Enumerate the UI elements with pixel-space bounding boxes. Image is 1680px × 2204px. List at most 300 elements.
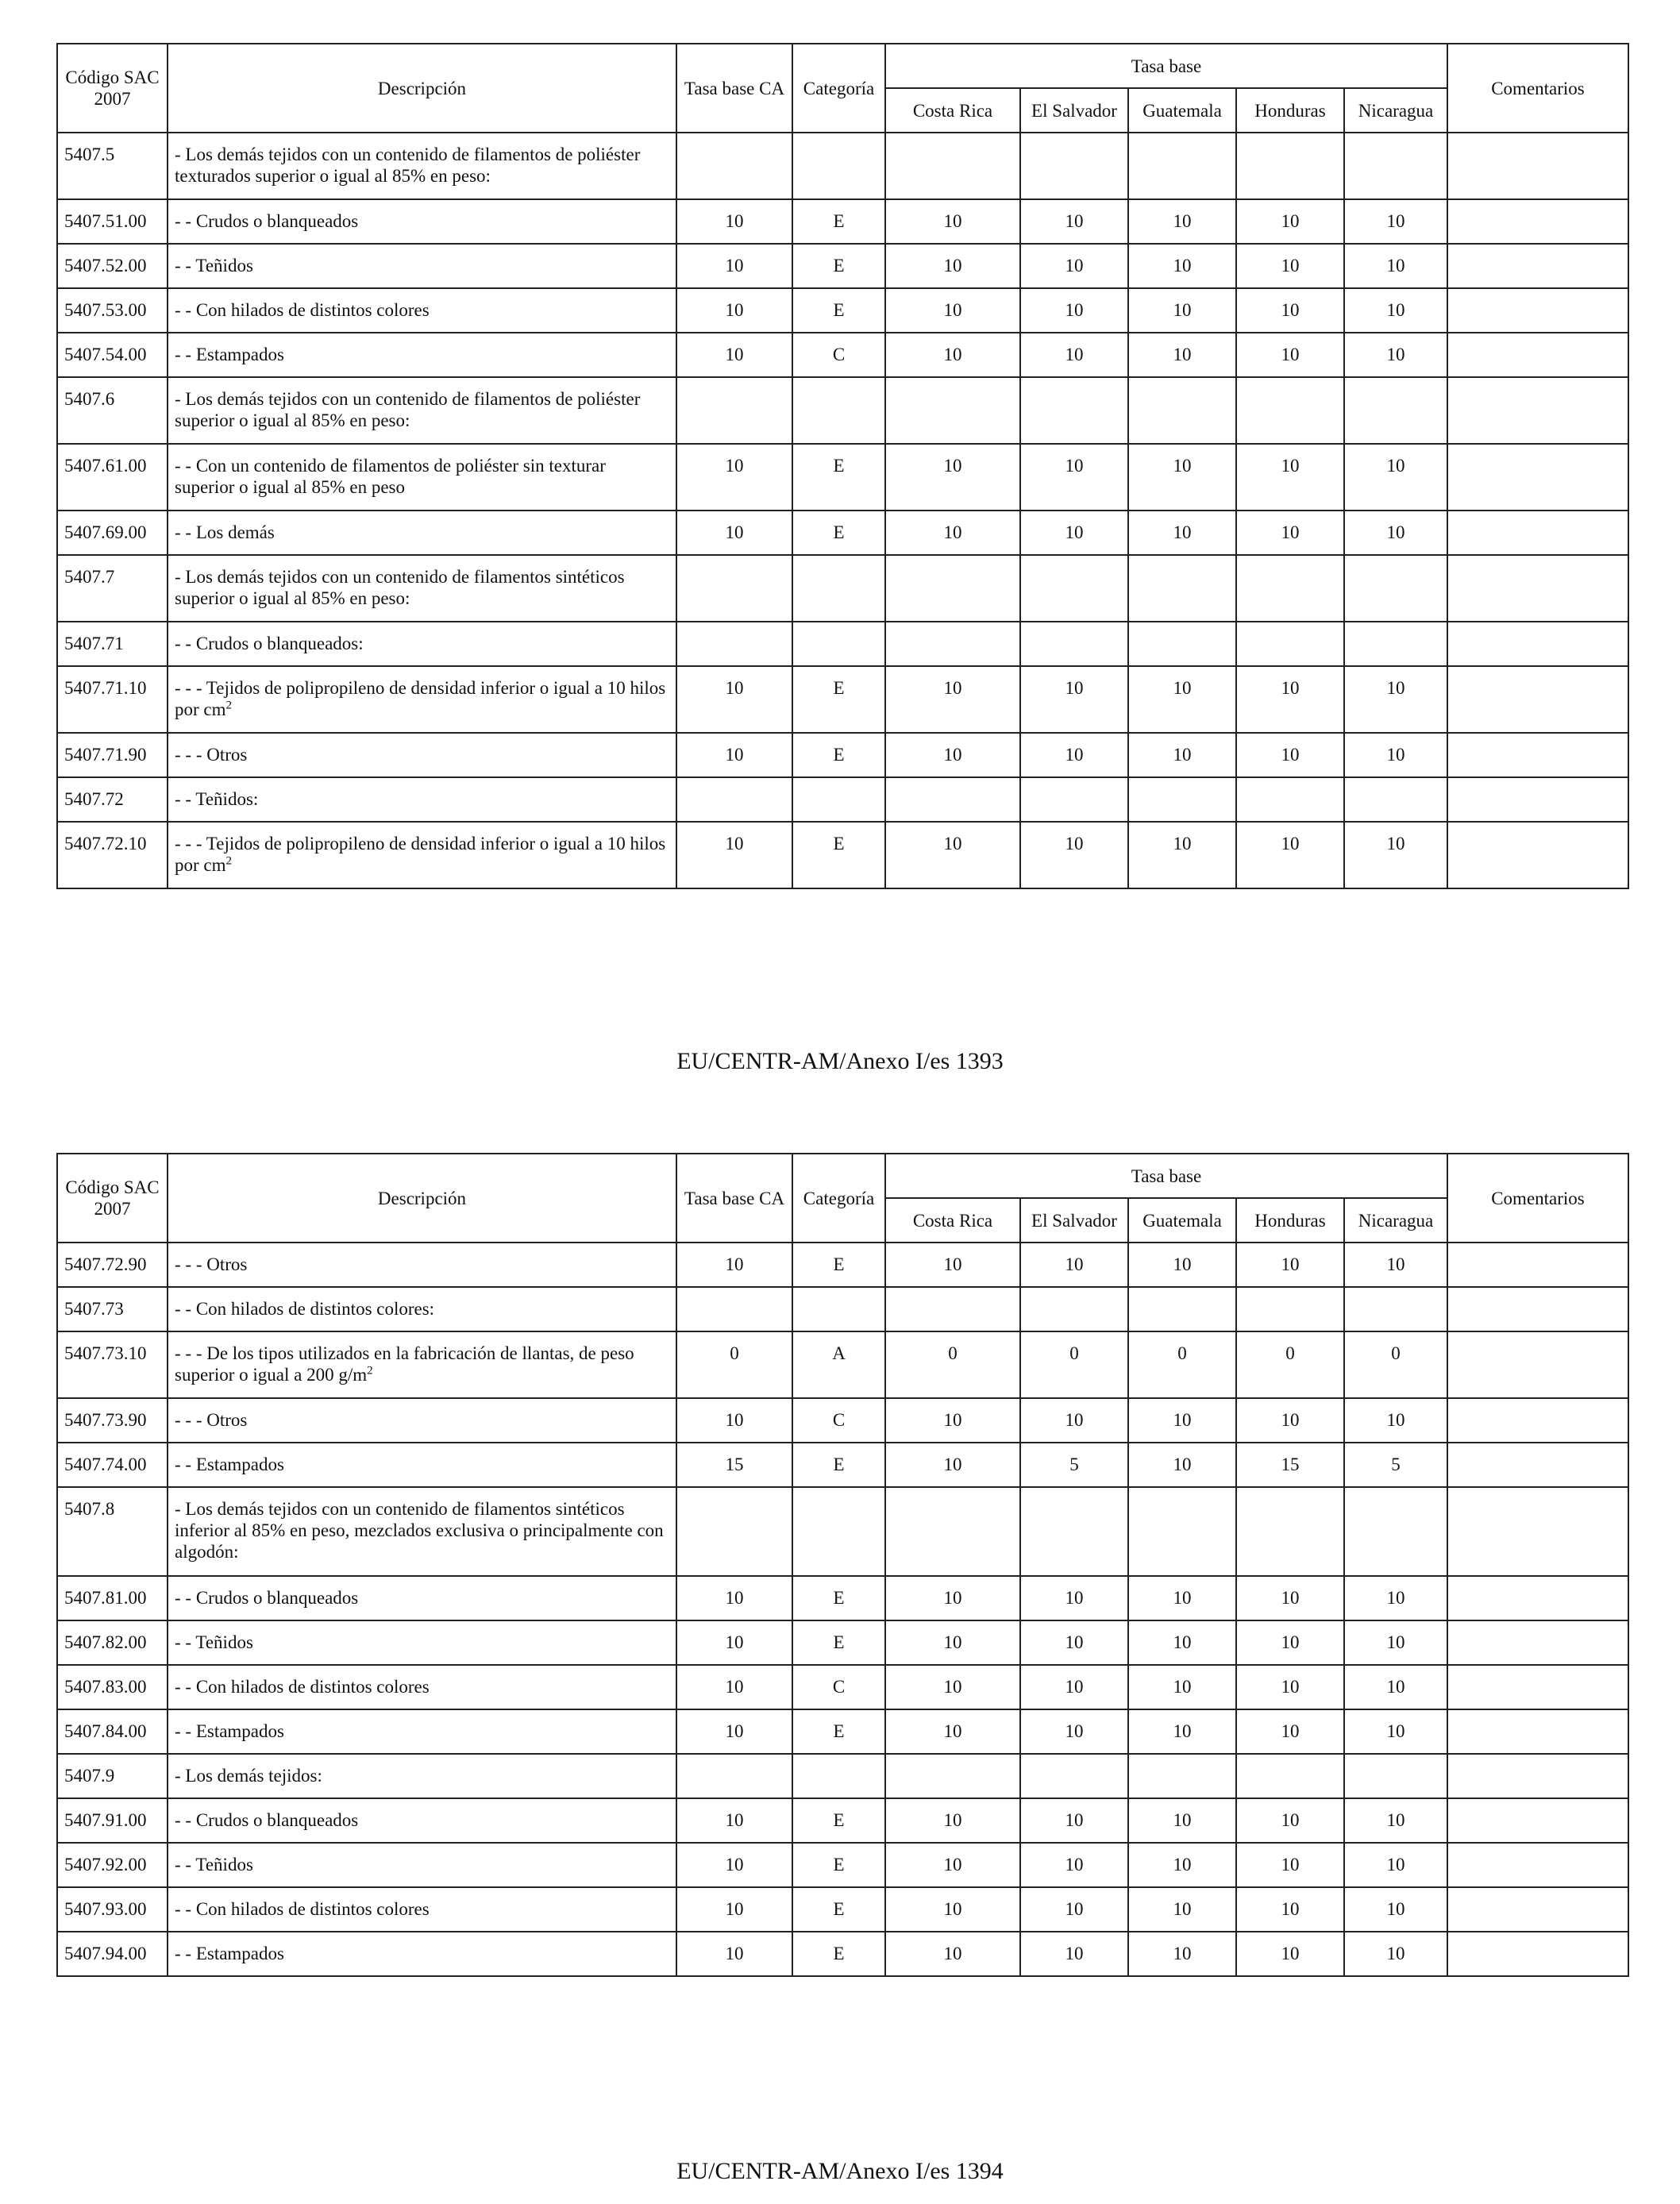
nicaragua-cell: 10	[1344, 1709, 1447, 1754]
guatemala-cell: 10	[1128, 666, 1236, 733]
costa-rica-cell: 10	[885, 1443, 1020, 1487]
guatemala-cell: 10	[1128, 444, 1236, 511]
nicaragua-cell	[1344, 777, 1447, 822]
description-cell	[168, 333, 676, 377]
hs-code-cell: 5407.91.00	[57, 1798, 168, 1843]
comentarios-cell	[1447, 133, 1628, 199]
guatemala-cell: 10	[1128, 1665, 1236, 1709]
costa-rica-cell	[885, 1287, 1020, 1331]
costa-rica-cell	[885, 1754, 1020, 1798]
el-salvador-cell	[1020, 1487, 1128, 1576]
comentarios-cell	[1447, 1798, 1628, 1843]
guatemala-cell	[1128, 777, 1236, 822]
tasa-base-ca-cell: 10	[676, 666, 792, 733]
description-cell	[168, 1243, 676, 1287]
nicaragua-cell: 10	[1344, 666, 1447, 733]
description-text: - - - Otros	[175, 1410, 248, 1430]
nicaragua-cell	[1344, 1754, 1447, 1798]
honduras-cell	[1236, 133, 1344, 199]
guatemala-cell	[1128, 133, 1236, 199]
tasa-base-ca-cell: 10	[676, 1398, 792, 1443]
categoria-cell	[792, 1287, 885, 1331]
hs-code-cell: 5407.7	[57, 555, 168, 622]
description-text: - - - Otros	[175, 745, 248, 765]
categoria-cell: E	[792, 666, 885, 733]
nicaragua-cell: 10	[1344, 1243, 1447, 1287]
hs-code-cell: 5407.71.90	[57, 733, 168, 777]
costa-rica-cell: 10	[885, 1398, 1020, 1443]
description-cell	[168, 1932, 676, 1976]
guatemala-cell	[1128, 622, 1236, 666]
header-el-salvador: El Salvador	[1020, 88, 1128, 133]
description-text: - - Crudos o blanqueados:	[175, 634, 364, 653]
costa-rica-cell	[885, 555, 1020, 622]
description-cell	[168, 1398, 676, 1443]
guatemala-cell: 10	[1128, 1843, 1236, 1887]
description-text: - - Teñidos	[175, 1632, 253, 1652]
el-salvador-cell: 10	[1020, 822, 1128, 888]
table-row	[57, 1443, 1628, 1487]
comentarios-cell	[1447, 1887, 1628, 1932]
categoria-cell	[792, 555, 885, 622]
header-guatemala: Guatemala	[1128, 1198, 1236, 1243]
table-row	[57, 1398, 1628, 1443]
hs-code-cell: 5407.61.00	[57, 444, 168, 511]
comentarios-cell	[1447, 622, 1628, 666]
description-cell	[168, 288, 676, 333]
hs-code-cell: 5407.72	[57, 777, 168, 822]
categoria-cell	[792, 133, 885, 199]
categoria-cell: E	[792, 1887, 885, 1932]
table-row	[57, 622, 1628, 666]
costa-rica-cell: 10	[885, 1709, 1020, 1754]
tasa-base-ca-cell	[676, 622, 792, 666]
el-salvador-cell: 10	[1020, 1709, 1128, 1754]
comentarios-cell	[1447, 777, 1628, 822]
description-text: - Los demás tejidos con un contenido de filamentos de poliéster superior o igual al 85% en peso:	[175, 389, 641, 430]
nicaragua-cell: 10	[1344, 1576, 1447, 1620]
comentarios-cell	[1447, 1398, 1628, 1443]
el-salvador-cell	[1020, 555, 1128, 622]
table-row	[57, 1932, 1628, 1976]
honduras-cell	[1236, 1487, 1344, 1576]
table-row	[57, 133, 1628, 199]
hs-code-cell: 5407.9	[57, 1754, 168, 1798]
table-row	[57, 1843, 1628, 1887]
hs-code-cell: 5407.52.00	[57, 244, 168, 288]
costa-rica-cell: 10	[885, 1887, 1020, 1932]
tasa-base-ca-cell: 0	[676, 1331, 792, 1398]
honduras-cell: 10	[1236, 1398, 1344, 1443]
tasa-base-ca-cell	[676, 555, 792, 622]
guatemala-cell: 10	[1128, 244, 1236, 288]
tasa-base-ca-cell: 10	[676, 244, 792, 288]
table-row	[57, 1243, 1628, 1287]
nicaragua-cell: 10	[1344, 288, 1447, 333]
description-cell	[168, 555, 676, 622]
categoria-cell	[792, 622, 885, 666]
description-cell	[168, 1443, 676, 1487]
tasa-base-ca-cell: 10	[676, 1932, 792, 1976]
hs-code-cell: 5407.93.00	[57, 1887, 168, 1932]
description-cell	[168, 622, 676, 666]
honduras-cell: 0	[1236, 1331, 1344, 1398]
categoria-cell: E	[792, 1843, 885, 1887]
el-salvador-cell: 0	[1020, 1331, 1128, 1398]
hs-code-cell: 5407.8	[57, 1487, 168, 1576]
tasa-base-ca-cell: 10	[676, 1709, 792, 1754]
honduras-cell: 10	[1236, 1620, 1344, 1665]
nicaragua-cell	[1344, 622, 1447, 666]
costa-rica-cell: 10	[885, 1843, 1020, 1887]
honduras-cell: 10	[1236, 199, 1344, 244]
header-costa-rica: Costa Rica	[885, 88, 1020, 133]
comentarios-cell	[1447, 377, 1628, 444]
tasa-base-ca-cell	[676, 777, 792, 822]
hs-code-cell: 5407.51.00	[57, 199, 168, 244]
table-row	[57, 1754, 1628, 1798]
header-tasa-base: Tasa base	[885, 44, 1447, 88]
costa-rica-cell: 10	[885, 199, 1020, 244]
honduras-cell: 10	[1236, 1665, 1344, 1709]
el-salvador-cell	[1020, 133, 1128, 199]
nicaragua-cell	[1344, 1287, 1447, 1331]
el-salvador-cell: 10	[1020, 1243, 1128, 1287]
description-text: - - Estampados	[175, 1721, 284, 1741]
categoria-cell: E	[792, 444, 885, 511]
nicaragua-cell: 10	[1344, 1798, 1447, 1843]
comentarios-cell	[1447, 444, 1628, 511]
guatemala-cell: 10	[1128, 1709, 1236, 1754]
table-row	[57, 1709, 1628, 1754]
guatemala-cell: 10	[1128, 288, 1236, 333]
nicaragua-cell: 10	[1344, 444, 1447, 511]
tasa-base-ca-cell: 10	[676, 1620, 792, 1665]
comentarios-cell	[1447, 1443, 1628, 1487]
categoria-cell: C	[792, 333, 885, 377]
el-salvador-cell: 10	[1020, 511, 1128, 555]
tasa-base-ca-cell: 10	[676, 199, 792, 244]
categoria-cell: E	[792, 733, 885, 777]
categoria-cell: E	[792, 1709, 885, 1754]
nicaragua-cell	[1344, 133, 1447, 199]
unit-superscript: 2	[367, 1364, 373, 1378]
table-row	[57, 1798, 1628, 1843]
categoria-cell: E	[792, 822, 885, 888]
hs-code-cell: 5407.84.00	[57, 1709, 168, 1754]
honduras-cell: 10	[1236, 244, 1344, 288]
el-salvador-cell: 10	[1020, 1887, 1128, 1932]
table-row	[57, 333, 1628, 377]
el-salvador-cell: 10	[1020, 1798, 1128, 1843]
comentarios-cell	[1447, 333, 1628, 377]
guatemala-cell: 10	[1128, 1243, 1236, 1287]
costa-rica-cell: 10	[885, 1798, 1020, 1843]
tasa-base-ca-cell	[676, 133, 792, 199]
description-text: - - Crudos o blanqueados	[175, 1588, 359, 1608]
nicaragua-cell	[1344, 377, 1447, 444]
table-row	[57, 511, 1628, 555]
description-text: - - Con hilados de distintos colores	[175, 300, 430, 320]
el-salvador-cell: 10	[1020, 199, 1128, 244]
guatemala-cell: 10	[1128, 511, 1236, 555]
guatemala-cell: 10	[1128, 733, 1236, 777]
honduras-cell: 10	[1236, 1798, 1344, 1843]
guatemala-cell	[1128, 555, 1236, 622]
tasa-base-ca-cell	[676, 1487, 792, 1576]
guatemala-cell: 10	[1128, 1887, 1236, 1932]
el-salvador-cell: 10	[1020, 288, 1128, 333]
tasa-base-ca-cell: 15	[676, 1443, 792, 1487]
honduras-cell	[1236, 622, 1344, 666]
costa-rica-cell	[885, 1487, 1020, 1576]
el-salvador-cell: 5	[1020, 1443, 1128, 1487]
description-text: - - Teñidos	[175, 256, 253, 276]
el-salvador-cell	[1020, 1287, 1128, 1331]
tasa-base-ca-cell: 10	[676, 1887, 792, 1932]
costa-rica-cell: 10	[885, 288, 1020, 333]
description-cell	[168, 444, 676, 511]
categoria-cell: E	[792, 1620, 885, 1665]
el-salvador-cell: 10	[1020, 1398, 1128, 1443]
comentarios-cell	[1447, 1487, 1628, 1576]
description-text: - - Los demás	[175, 522, 275, 542]
nicaragua-cell	[1344, 555, 1447, 622]
el-salvador-cell	[1020, 1754, 1128, 1798]
categoria-cell: E	[792, 1576, 885, 1620]
comentarios-cell	[1447, 1754, 1628, 1798]
categoria-cell: E	[792, 1932, 885, 1976]
comentarios-cell	[1447, 511, 1628, 555]
tasa-base-ca-cell: 10	[676, 444, 792, 511]
honduras-cell: 10	[1236, 511, 1344, 555]
header-codigo: Código SAC 2007	[57, 44, 168, 133]
description-text: - - - Tejidos de polipropileno de densidad inferior o igual a 10 hilos por cm	[175, 834, 666, 875]
tasa-base-ca-cell: 10	[676, 288, 792, 333]
description-text: - Los demás tejidos:	[175, 1766, 322, 1786]
hs-code-cell: 5407.94.00	[57, 1932, 168, 1976]
categoria-cell: C	[792, 1665, 885, 1709]
honduras-cell	[1236, 777, 1344, 822]
table-row	[57, 377, 1628, 444]
nicaragua-cell: 0	[1344, 1331, 1447, 1398]
categoria-cell	[792, 777, 885, 822]
guatemala-cell: 10	[1128, 1576, 1236, 1620]
comentarios-cell	[1447, 822, 1628, 888]
el-salvador-cell: 10	[1020, 1576, 1128, 1620]
nicaragua-cell	[1344, 1487, 1447, 1576]
el-salvador-cell: 10	[1020, 1843, 1128, 1887]
categoria-cell: E	[792, 244, 885, 288]
tasa-base-ca-cell: 10	[676, 1665, 792, 1709]
description-text: - Los demás tejidos con un contenido de filamentos sintéticos inferior al 85% en peso, mezclados exclusiva o principalmente con algodón:	[175, 1499, 664, 1562]
description-text: - Los demás tejidos con un contenido de filamentos sintéticos superior o igual al 85% en peso:	[175, 567, 625, 608]
categoria-cell: A	[792, 1331, 885, 1398]
description-cell	[168, 733, 676, 777]
categoria-cell: E	[792, 1798, 885, 1843]
costa-rica-cell: 10	[885, 1620, 1020, 1665]
description-text: - - Teñidos:	[175, 789, 259, 809]
costa-rica-cell: 10	[885, 1665, 1020, 1709]
header-descripcion: Descripción	[168, 44, 676, 133]
categoria-cell: E	[792, 199, 885, 244]
table-row	[57, 1887, 1628, 1932]
description-cell	[168, 666, 676, 733]
description-cell	[168, 244, 676, 288]
description-cell	[168, 377, 676, 444]
hs-code-cell: 5407.92.00	[57, 1843, 168, 1887]
nicaragua-cell: 10	[1344, 199, 1447, 244]
comentarios-cell	[1447, 244, 1628, 288]
table-row	[57, 822, 1628, 888]
guatemala-cell	[1128, 377, 1236, 444]
description-text: - - Crudos o blanqueados	[175, 211, 359, 231]
hs-code-cell: 5407.73.90	[57, 1398, 168, 1443]
table-row	[57, 1665, 1628, 1709]
honduras-cell	[1236, 1287, 1344, 1331]
table-row	[57, 1576, 1628, 1620]
description-cell	[168, 1798, 676, 1843]
description-text: - - Con hilados de distintos colores:	[175, 1299, 435, 1319]
description-text: - - Estampados	[175, 1455, 284, 1474]
honduras-cell: 10	[1236, 1932, 1344, 1976]
costa-rica-cell: 10	[885, 511, 1020, 555]
comentarios-cell	[1447, 733, 1628, 777]
description-cell	[168, 199, 676, 244]
el-salvador-cell: 10	[1020, 333, 1128, 377]
comentarios-cell	[1447, 199, 1628, 244]
description-cell	[168, 1665, 676, 1709]
costa-rica-cell: 10	[885, 333, 1020, 377]
nicaragua-cell: 10	[1344, 1398, 1447, 1443]
description-cell	[168, 1620, 676, 1665]
header-descripcion: Descripción	[168, 1154, 676, 1243]
header-comentarios: Comentarios	[1447, 44, 1628, 133]
costa-rica-cell: 10	[885, 244, 1020, 288]
guatemala-cell: 10	[1128, 1620, 1236, 1665]
header-categoria: Categoría	[792, 1154, 885, 1243]
honduras-cell: 10	[1236, 1709, 1344, 1754]
categoria-cell: C	[792, 1398, 885, 1443]
tariff-table-1	[56, 43, 1629, 889]
el-salvador-cell	[1020, 622, 1128, 666]
nicaragua-cell: 10	[1344, 822, 1447, 888]
costa-rica-cell	[885, 777, 1020, 822]
comentarios-cell	[1447, 1287, 1628, 1331]
categoria-cell: E	[792, 511, 885, 555]
header-comentarios: Comentarios	[1447, 1154, 1628, 1243]
tasa-base-ca-cell: 10	[676, 733, 792, 777]
costa-rica-cell	[885, 377, 1020, 444]
el-salvador-cell	[1020, 777, 1128, 822]
nicaragua-cell: 10	[1344, 333, 1447, 377]
comentarios-cell	[1447, 1665, 1628, 1709]
tasa-base-ca-cell: 10	[676, 1576, 792, 1620]
tasa-base-ca-cell: 10	[676, 333, 792, 377]
tasa-base-ca-cell: 10	[676, 1243, 792, 1287]
tasa-base-ca-cell: 10	[676, 511, 792, 555]
costa-rica-cell: 10	[885, 733, 1020, 777]
honduras-cell: 10	[1236, 1843, 1344, 1887]
hs-code-cell: 5407.81.00	[57, 1576, 168, 1620]
description-cell	[168, 1709, 676, 1754]
header-tasa-base: Tasa base	[885, 1154, 1447, 1198]
hs-code-cell: 5407.5	[57, 133, 168, 199]
nicaragua-cell: 5	[1344, 1443, 1447, 1487]
el-salvador-cell: 10	[1020, 1932, 1128, 1976]
guatemala-cell: 10	[1128, 1443, 1236, 1487]
table-row	[57, 555, 1628, 622]
categoria-cell	[792, 1754, 885, 1798]
header-el-salvador: El Salvador	[1020, 1198, 1128, 1243]
el-salvador-cell: 10	[1020, 1620, 1128, 1665]
description-text: - - - Tejidos de polipropileno de densidad inferior o igual a 10 hilos por cm	[175, 678, 666, 719]
honduras-cell: 10	[1236, 333, 1344, 377]
header-tasa-base-ca: Tasa base CA	[676, 44, 792, 133]
guatemala-cell	[1128, 1754, 1236, 1798]
description-cell	[168, 1887, 676, 1932]
header-guatemala: Guatemala	[1128, 88, 1236, 133]
table-row	[57, 777, 1628, 822]
nicaragua-cell: 10	[1344, 1665, 1447, 1709]
nicaragua-cell: 10	[1344, 1620, 1447, 1665]
description-cell	[168, 1331, 676, 1398]
description-text: - Los demás tejidos con un contenido de filamentos de poliéster texturados superior o igual al 85% en peso:	[175, 144, 641, 186]
nicaragua-cell: 10	[1344, 1887, 1447, 1932]
unit-superscript: 2	[225, 854, 233, 868]
description-text: - - Estampados	[175, 1944, 284, 1963]
header-costa-rica: Costa Rica	[885, 1198, 1020, 1243]
hs-code-cell: 5407.73.10	[57, 1331, 168, 1398]
table-row	[57, 1487, 1628, 1576]
guatemala-cell: 10	[1128, 822, 1236, 888]
hs-code-cell: 5407.73	[57, 1287, 168, 1331]
el-salvador-cell: 10	[1020, 444, 1128, 511]
unit-superscript: 2	[225, 699, 233, 712]
guatemala-cell: 10	[1128, 1932, 1236, 1976]
honduras-cell	[1236, 377, 1344, 444]
hs-code-cell: 5407.72.10	[57, 822, 168, 888]
comentarios-cell	[1447, 1932, 1628, 1976]
table-row	[57, 666, 1628, 733]
guatemala-cell: 10	[1128, 1798, 1236, 1843]
el-salvador-cell: 10	[1020, 666, 1128, 733]
description-cell	[168, 1576, 676, 1620]
description-cell	[168, 1487, 676, 1576]
table-row	[57, 733, 1628, 777]
comentarios-cell	[1447, 666, 1628, 733]
costa-rica-cell: 10	[885, 1576, 1020, 1620]
honduras-cell: 10	[1236, 822, 1344, 888]
costa-rica-cell: 10	[885, 666, 1020, 733]
tasa-base-ca-cell: 10	[676, 1843, 792, 1887]
honduras-cell: 10	[1236, 1887, 1344, 1932]
page-footer-1394: EU/CENTR-AM/Anexo I/es 1394	[676, 2158, 1004, 2184]
guatemala-cell: 10	[1128, 199, 1236, 244]
tasa-base-ca-cell	[676, 377, 792, 444]
guatemala-cell: 10	[1128, 333, 1236, 377]
hs-code-cell: 5407.72.90	[57, 1243, 168, 1287]
description-cell	[168, 1843, 676, 1887]
header-tasa-base-ca: Tasa base CA	[676, 1154, 792, 1243]
nicaragua-cell: 10	[1344, 733, 1447, 777]
table-row	[57, 288, 1628, 333]
costa-rica-cell: 10	[885, 1932, 1020, 1976]
comentarios-cell	[1447, 1576, 1628, 1620]
description-cell	[168, 1287, 676, 1331]
guatemala-cell: 0	[1128, 1331, 1236, 1398]
header-nicaragua: Nicaragua	[1344, 1198, 1447, 1243]
